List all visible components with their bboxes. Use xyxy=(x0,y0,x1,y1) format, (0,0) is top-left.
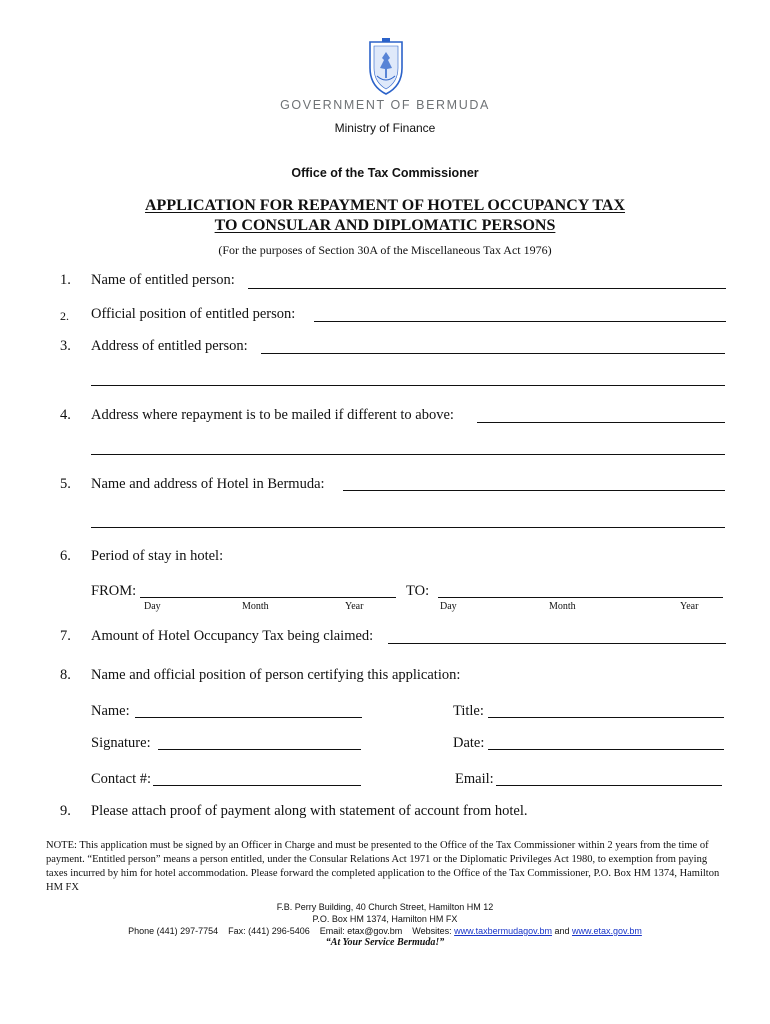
item-number: 8. xyxy=(60,667,71,683)
mailing-address-field-line2[interactable] xyxy=(91,454,725,455)
entitled-name-field[interactable] xyxy=(248,288,726,289)
certifier-contact-label: Contact #: xyxy=(91,771,152,787)
certifier-title-field[interactable] xyxy=(488,717,724,718)
from-date-field[interactable] xyxy=(140,597,396,598)
item-label-amount: Amount of Hotel Occupancy Tax being claimed: xyxy=(91,628,374,644)
to-day-caption: Day xyxy=(440,601,457,612)
ministry-name: Ministry of Finance xyxy=(334,121,436,135)
item-label-name: Name of entitled person: xyxy=(91,272,235,288)
form-title-line1: APPLICATION FOR REPAYMENT OF HOTEL OCCUPANCY TAX xyxy=(144,197,626,214)
certifier-date-field[interactable] xyxy=(488,749,724,750)
footer-address-line2: P.O. Box HM 1374, Hamilton HM FX xyxy=(312,914,458,924)
to-date-field[interactable] xyxy=(438,597,723,598)
from-month-caption: Month xyxy=(242,601,269,612)
item-number: 1. xyxy=(60,272,71,288)
from-year-caption: Year xyxy=(345,601,364,612)
item-label-hotel: Name and address of Hotel in Bermuda: xyxy=(91,476,325,492)
item-label-attach-proof: Please attach proof of payment along with statement of account from hotel. xyxy=(91,803,528,819)
item-number: 6. xyxy=(60,548,71,564)
from-day-caption: Day xyxy=(144,601,161,612)
entitled-address-field-line2[interactable] xyxy=(91,385,725,386)
entitled-address-field[interactable] xyxy=(261,353,725,354)
item-label-position: Official position of entitled person: xyxy=(91,306,296,322)
item-label-address: Address of entitled person: xyxy=(91,338,248,354)
certifier-name-label: Name: xyxy=(91,703,130,719)
form-subtitle: (For the purposes of Section 30A of the Miscellaneous Tax Act 1976) xyxy=(218,243,552,257)
item-number: 2. xyxy=(60,309,69,323)
government-name: GOVERNMENT OF BERMUDA xyxy=(280,98,490,112)
amount-field[interactable] xyxy=(388,643,726,644)
certifier-email-label: Email: xyxy=(455,771,494,787)
item-label-period: Period of stay in hotel: xyxy=(91,548,224,564)
footer-contact-text: Phone (441) 297-7754 Fax: (441) 296-5406 Email: etax@gov.bm Websites: xyxy=(128,926,455,936)
certifier-name-field[interactable] xyxy=(135,717,362,718)
footer-contact-line xyxy=(0,926,770,936)
footer-address-line1: F.B. Perry Building, 40 Church Street, Hamilton HM 12 xyxy=(276,902,494,912)
website-link-taxbermuda[interactable]: www.taxbermudagov.bm xyxy=(454,926,552,936)
form-title-line2: TO CONSULAR AND DIPLOMATIC PERSONS xyxy=(214,217,556,234)
to-label: TO: xyxy=(406,583,430,599)
item-number: 3. xyxy=(60,338,71,354)
certifier-signature-label: Signature: xyxy=(91,735,151,751)
from-label: FROM: xyxy=(91,583,137,599)
to-month-caption: Month xyxy=(549,601,576,612)
certifier-contact-field[interactable] xyxy=(153,785,361,786)
form-note: NOTE: This application must be signed by an Officer in Charge and must be presented to the Office of the Tax Commissioner within 2 years from the time of payment. “Entitled person” means a person entitled, under the Consular Relations Act 1971 or the Diplomatic Privileges Act 1980, to exemption from paying taxes incurred by him for hotel accommodation. Please forward the completed application to the Office of the Tax Commissioner, P.O. Box HM 1374, Hamilton HM FX xyxy=(46,840,720,893)
certifier-signature-field[interactable] xyxy=(158,749,361,750)
office-name: Office of the Tax Commissioner xyxy=(291,166,479,180)
hotel-field[interactable] xyxy=(343,490,725,491)
website-link-etax[interactable]: www.etax.gov.bm xyxy=(572,926,642,936)
certifier-email-field[interactable] xyxy=(496,785,722,786)
bermuda-crest-logo xyxy=(366,38,406,96)
item-label-mailing-address: Address where repayment is to be mailed if different to above: xyxy=(91,407,454,423)
certifier-date-label: Date: xyxy=(453,735,485,751)
footer-motto: “At Your Service Bermuda!” xyxy=(325,937,445,948)
mailing-address-field[interactable] xyxy=(477,422,725,423)
item-number: 7. xyxy=(60,628,71,644)
to-year-caption: Year xyxy=(680,601,699,612)
hotel-field-line2[interactable] xyxy=(91,527,725,528)
item-number: 9. xyxy=(60,803,71,819)
item-label-certifier: Name and official position of person certifying this application: xyxy=(91,667,461,683)
certifier-title-label: Title: xyxy=(453,703,484,719)
footer-and-text: and xyxy=(551,926,572,936)
item-number: 5. xyxy=(60,476,71,492)
item-number: 4. xyxy=(60,407,71,423)
entitled-position-field[interactable] xyxy=(314,321,726,322)
